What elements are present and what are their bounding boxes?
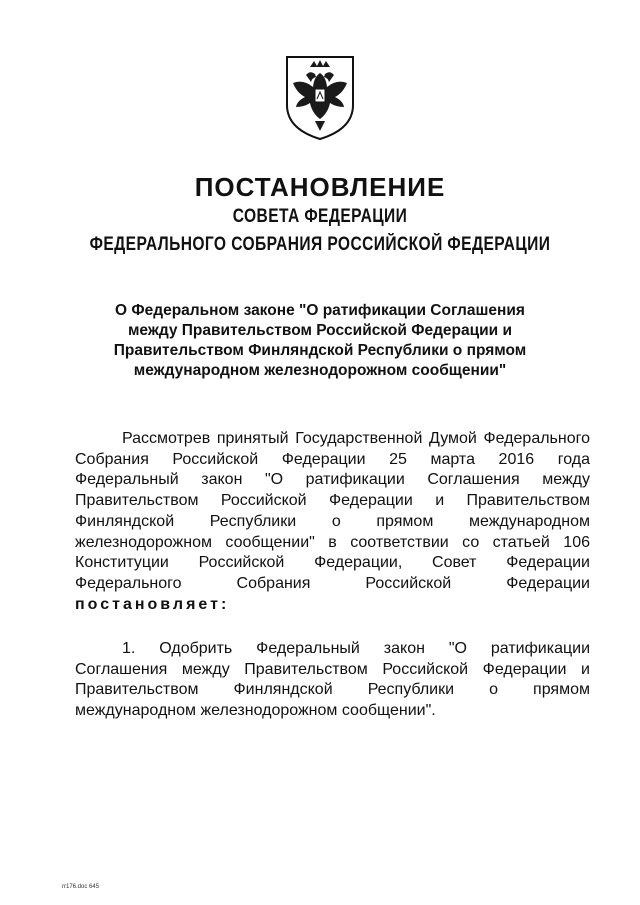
paragraph-line: железнодорожном сообщении" в соответствии со статьей 106 bbox=[75, 533, 590, 551]
heading-line: международном железнодорожном сообщении" bbox=[133, 362, 507, 379]
heading-line: между Правительством Российской Федерации и bbox=[127, 322, 513, 339]
paragraph-line: 1. Одобрить Федеральный закон "О ратификации bbox=[122, 640, 590, 657]
russian-coat-of-arms-icon bbox=[281, 53, 359, 141]
issuer-line-2: ФЕДЕРАЛЬНОГО СОБРАНИЯ РОССИЙСКОЙ ФЕДЕРАЦИИ bbox=[89, 234, 551, 255]
paragraph-line: Рассмотрев принятый Государственной Думой Федерального bbox=[122, 430, 590, 447]
paragraph-line: международном железнодорожном сообщении". bbox=[75, 702, 436, 720]
document-title: ПОСТАНОВЛЕНИЕ bbox=[194, 172, 446, 202]
paragraph-line: Федеральный закон "О ратификации Соглашения между bbox=[75, 471, 590, 489]
document-heading bbox=[60, 301, 580, 381]
heading-line: О Федеральном законе "О ратификации Соглашения bbox=[115, 302, 525, 319]
decree-word: постановляет: bbox=[75, 595, 230, 613]
paragraph-line: Соглашения между Правительством Российской Федерации и bbox=[75, 660, 590, 678]
paragraph-line: Правительством Финляндской Республики о прямом bbox=[75, 681, 590, 699]
issuer-line-1: СОВЕТА ФЕДЕРАЦИИ bbox=[232, 206, 408, 227]
paragraph-line: Правительством Российской Федерации и Правительством bbox=[75, 492, 590, 510]
paragraph-line: Финляндской Республики о прямом международном bbox=[75, 512, 590, 530]
resolution-paragraph bbox=[75, 639, 590, 722]
paragraph-line: Собрания Российской Федерации 25 марта 2016 года bbox=[75, 450, 590, 468]
file-reference: rr176.doc 645 bbox=[62, 884, 100, 890]
paragraph-line: Конституции Российской Федерации, Совет Федерации bbox=[75, 554, 590, 572]
preamble-paragraph bbox=[75, 429, 590, 615]
heading-line: Правительством Финляндской Республики о прямом bbox=[113, 342, 527, 359]
paragraph-line: Федерального Собрания Российской Федерации bbox=[75, 574, 590, 592]
